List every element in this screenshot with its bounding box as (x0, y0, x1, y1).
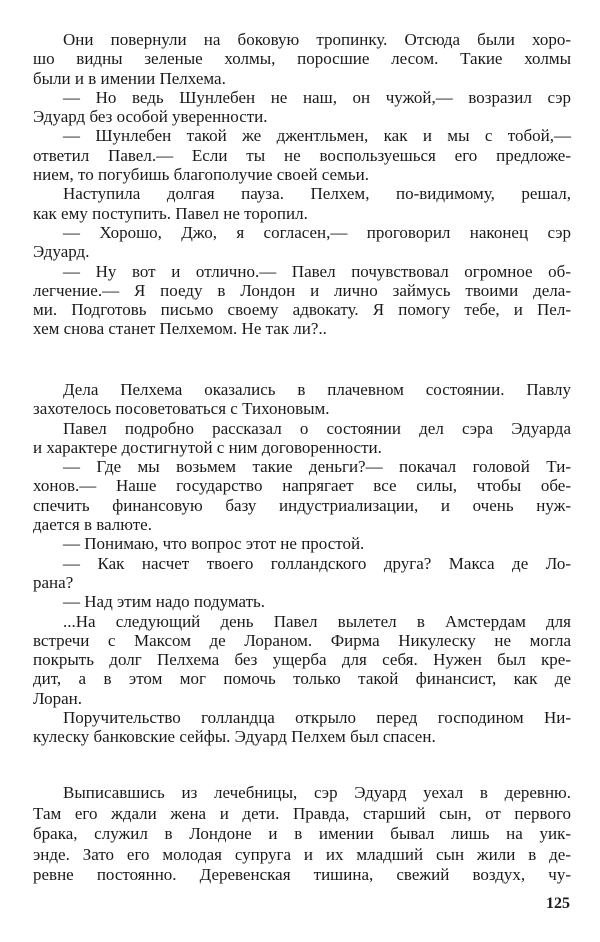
text-line: ми. Подготовь письмо своему адвокату. Я помогу тебе, и Пел- (33, 300, 571, 320)
text-line: — Но ведь Шунлебен не наш, он чужой,— возразил сэр (63, 87, 571, 107)
text-line: энде. Зато его молодая супруга и их младший сын жили в де- (33, 844, 571, 864)
text-line: Наступила долгая пауза. Пелхем, по-видимому, решал, (63, 184, 571, 204)
text-line: Поручительство голландца открыло перед господином Ни- (63, 708, 571, 728)
text-line: дается в валюте. (33, 515, 152, 535)
text-line: были и в имении Пелхема. (33, 68, 226, 88)
text-line: Эдуард. (33, 242, 90, 262)
text-line: спечить финансовую базу индустриализации, и очень нуж- (33, 495, 571, 515)
text-line: ...На следующий день Павел вылетел в Амстердам для (63, 611, 571, 631)
text-line: и характере достигнутой с ним договоренности. (33, 437, 382, 457)
text-section-1 (33, 30, 571, 339)
text-line: ответил Павел.— Если ты не воспользуешься его предложе- (33, 145, 571, 165)
text-line: — Ну вот и отлично.— Павел почувствовал огромное об- (63, 261, 571, 281)
text-line: хонов.— Наше государство напрягает все силы, чтобы обе- (33, 476, 571, 496)
text-line: — Хорошо, Джо, я согласен,— проговорил наконец сэр (63, 222, 571, 242)
page-number: 125 (546, 895, 570, 912)
text-line: Дела Пелхема оказались в плачевном состоянии. Павлу (63, 380, 571, 399)
text-line: встречи с Максом де Лораном. Фирма Никулеску не могла (33, 630, 571, 650)
text-line: — Над этим надо подумать. (63, 592, 266, 612)
text-line: захотелось посоветоваться с Тихоновым. (33, 399, 330, 419)
text-line: Павел подробно рассказал о состоянии дел сэра Эдуарда (63, 418, 571, 438)
text-line: — Шунлебен такой же джентльмен, как и мы с тобой,— (63, 126, 571, 146)
text-line: кулеску банковские сейфы. Эдуард Пелхем был спасен. (33, 727, 436, 747)
text-line: — Как насчет твоего голландского друга? Макса де Ло- (63, 553, 571, 573)
text-line: Выписавшись из лечебницы, сэр Эдуард уехал в деревню. (63, 783, 571, 802)
text-line: Они повернули на боковую тропинку. Отсюда были хоро- (63, 30, 571, 49)
text-line: нием, то погубишь благополучие своей семьи. (33, 165, 369, 185)
text-line: шо видны зеленые холмы, поросшие лесом. Такие холмы (33, 49, 571, 69)
text-line: хем снова станет Пелхемом. Не так ли?.. (33, 319, 327, 339)
text-line: дит, а в этом мог помочь только такой финансист, как де (33, 669, 571, 689)
text-line: Лоран. (33, 688, 82, 708)
text-line: покрыть долг Пелхема без ущерба для себя. Нужен был кре- (33, 650, 571, 670)
text-line: рана? (33, 572, 74, 592)
text-line: — Понимаю, что вопрос этот не простой. (63, 534, 365, 554)
text-section-3 (33, 783, 571, 886)
text-section-2 (33, 380, 571, 747)
text-line: Эдуард без особой уверенности. (33, 107, 268, 127)
text-line: Там его ждали жена и дети. Правда, старший сын, от первого (33, 803, 571, 823)
text-line: ревне постоянно. Деревенская тишина, свежий воздух, чу- (33, 865, 571, 884)
text-line: легчение.— Я поеду в Лондон и лично займусь твоими дела- (33, 280, 571, 300)
text-line: брака, служил в Лондоне и в имении бывал лишь на уик- (33, 824, 571, 843)
text-line: как ему поступить. Павел не торопил. (33, 203, 308, 223)
text-line: — Где мы возьмем такие деньги?— покачал головой Ти- (63, 457, 571, 477)
